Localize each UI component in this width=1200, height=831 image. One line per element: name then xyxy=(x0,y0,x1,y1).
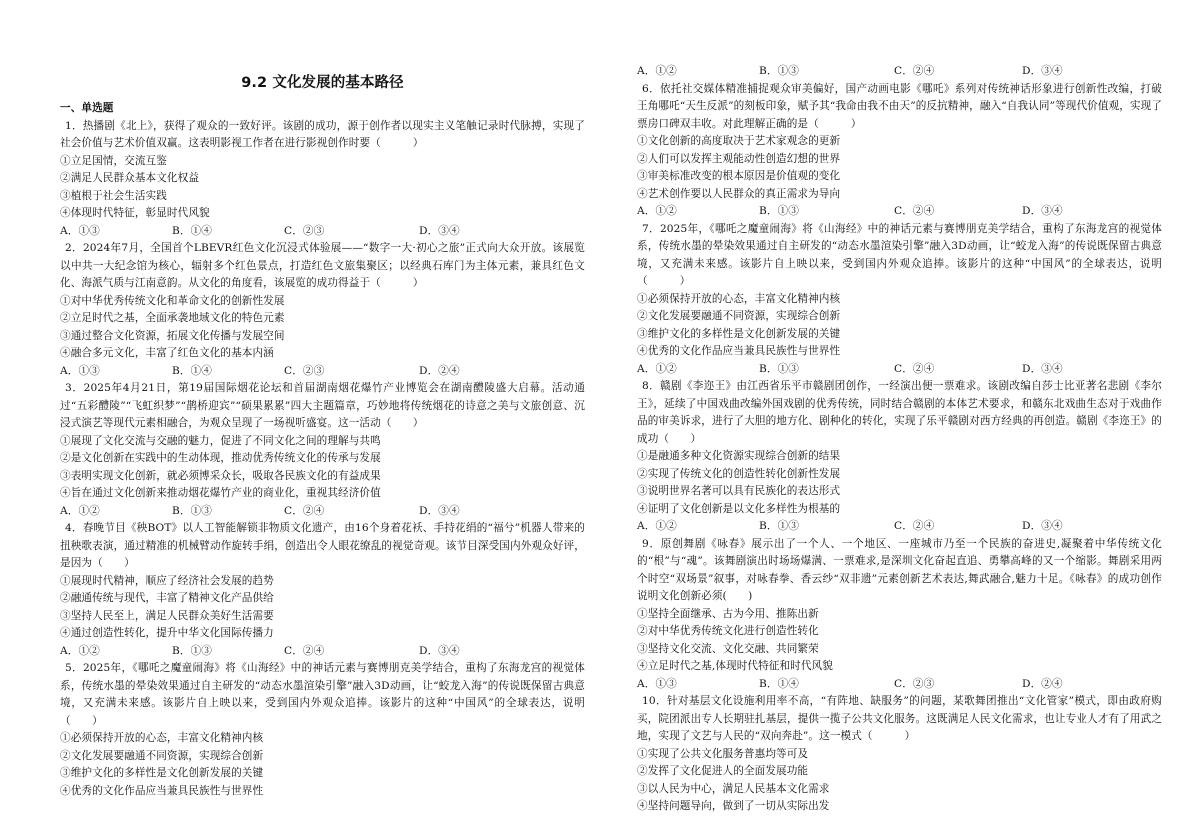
answer-choice[interactable]: A．①② xyxy=(637,520,677,532)
question-stem: 10．针对基层文化设施利用率不高，“有阵地、缺服务”的问题，某歌舞团推出“文化管家”模式，即由政府购买，院团派出专人长期驻扎基层，提供一揽子公共文化服务。这既满足人民文化需求，也让专业人才有了用武之地，实现了文艺与人民的“双向奔赴”。这一模式（ ） xyxy=(637,695,1162,742)
answer-choice[interactable]: D．③④ xyxy=(419,504,460,517)
answer-choice[interactable]: A．①② xyxy=(637,362,677,375)
answer-choices xyxy=(60,363,585,381)
answer-choice[interactable]: B．①③ xyxy=(759,205,799,217)
left-questions xyxy=(60,118,585,801)
statement-option: ④优秀的文化作品应当兼具民族性与世界性 xyxy=(60,784,264,797)
statement-option: ①必须保持开放的心态，丰富文化精神内核 xyxy=(60,732,264,744)
question-stem: 3．2025年4月21日，第19届国际烟花论坛和首届湖南烟花爆竹产业博览会在湖南醴陵盛大启幕。活动通过“五彩醴陵”“飞虹织梦”“鹊桥迎宾”“硕果累累”四大主题篇章，巧妙地将传统烟花的诗意之美与文旅创意、沉浸式演艺等现代元素相融合，为观众呈现了一场视听盛宴。这一活动（ ） xyxy=(60,382,585,429)
answer-choices xyxy=(60,503,585,521)
question-stem: 6．依托社交媒体精准捕捉观众审美偏好，国产动画电影《哪吒》系列对传统神话形象进行创新性改编，打破王角哪吒“天生反派”的刻板印象，赋予其“我命由我不由天”的反抗精神，融入“自我认同”等现代价值观，实现了票房口碑双丰收。对此理解正确的是（ ） xyxy=(637,82,1163,130)
answer-choice[interactable]: C．②④ xyxy=(894,362,935,375)
statement-option: ③审美标准改变的根本原因是价值观的变化 xyxy=(637,170,841,182)
question-stem: 1．热播剧《北上》，获得了观众的一致好评。该剧的成功，源于创作者以现实主义笔触记录时代脉搏，实现了社会价值与艺术价值双赢。这表明影视工作者在进行影视创作时要（ ） xyxy=(60,119,585,149)
answer-choice[interactable]: A．①③ xyxy=(637,677,677,690)
statement-option: ①是融通多种文化资源实现综合创新的结果 xyxy=(637,450,841,462)
question xyxy=(60,660,585,800)
statement-option: ②满足人民群众基本文化权益 xyxy=(60,172,200,184)
answer-choice[interactable]: D．③④ xyxy=(1022,205,1063,217)
answer-choices xyxy=(637,518,1162,536)
statement-option: ④坚持问题导向，做到了一切从实际出发 xyxy=(637,800,830,812)
statement-option: ①实现了公共文化服务普惠均等可及 xyxy=(637,747,809,760)
left-column xyxy=(60,60,585,800)
question xyxy=(637,693,1162,816)
question xyxy=(637,81,1162,221)
answer-choice[interactable]: A．①③ xyxy=(60,224,100,237)
question xyxy=(60,520,585,660)
answer-choice[interactable]: C．②④ xyxy=(284,504,325,517)
answer-choice[interactable]: D．③④ xyxy=(419,644,460,657)
answer-choice[interactable]: C．②③ xyxy=(284,224,325,237)
answer-choice[interactable]: C．②④ xyxy=(284,644,325,657)
statement-option: ③说明世界名著可以具有民族化的表达形式 xyxy=(637,485,841,497)
statement-option: ③以人民为中心，满足人民基本文化需求 xyxy=(637,782,830,795)
answer-choices xyxy=(637,63,1162,81)
statement-option: ②文化发展要融通不同资源，实现综合创新 xyxy=(637,310,841,322)
answer-choice[interactable]: B．①④ xyxy=(172,224,212,237)
answer-choices xyxy=(60,643,585,661)
statement-option: ②发挥了文化促进人的全面发展功能 xyxy=(637,765,809,777)
statement-option: ②立足时代之基，全面承袭地域文化的特色元素 xyxy=(60,312,285,324)
answer-choice[interactable]: C．②④ xyxy=(894,520,935,532)
statement-option: ①对中华优秀传统文化和革命文化的创新性发展 xyxy=(60,294,285,307)
answer-choices xyxy=(60,223,585,241)
statement-option: ③坚持人民至上，满足人民群众美好生活需要 xyxy=(60,609,274,622)
answer-choice[interactable]: A．①② xyxy=(637,65,677,77)
answer-choice[interactable]: A．①② xyxy=(637,205,677,217)
statement-option: ③坚持文化交流、文化交融、共同繁荣 xyxy=(637,642,819,655)
answer-choices xyxy=(637,676,1162,694)
section-heading: 一、单选题 xyxy=(60,102,114,114)
statement-option: ①必须保持开放的心态，丰富文化精神内核 xyxy=(637,292,841,305)
statement-option: ②人们可以发挥主观能动性创造幻想的世界 xyxy=(637,152,841,165)
statement-option: ④旨在通过文化创新来推动烟花爆竹产业的商业化，重视其经济价值 xyxy=(60,487,381,499)
statement-option: ③维护文化的多样性是文化创新发展的关键 xyxy=(60,767,264,779)
answer-choice[interactable]: C．②④ xyxy=(894,205,935,217)
answer-choices xyxy=(637,203,1162,221)
question xyxy=(60,240,585,380)
statement-option: ④优秀的文化作品应当兼具民族性与世界性 xyxy=(637,345,841,357)
statement-option: ④通过创造性转化，提升中华文化国际传播力 xyxy=(60,627,274,639)
answer-choice[interactable]: A．①② xyxy=(60,644,100,657)
statement-option: ④艺术创作要以人民群众的真正需求为导向 xyxy=(637,187,841,200)
answer-choice[interactable]: D．③④ xyxy=(419,224,460,237)
answer-choice[interactable]: D．③④ xyxy=(1022,362,1063,375)
answer-choice[interactable]: A．①② xyxy=(60,504,100,517)
statement-option: ①展现时代精神，顺应了经济社会发展的趋势 xyxy=(60,574,274,587)
answer-choice[interactable]: B．①③ xyxy=(759,362,799,375)
answer-choice[interactable]: B．①③ xyxy=(759,65,799,77)
answer-choice[interactable]: B．①③ xyxy=(172,644,212,657)
answer-choice[interactable]: B．①④ xyxy=(759,677,799,690)
question xyxy=(637,378,1162,536)
answer-choice[interactable]: D．③④ xyxy=(1022,520,1063,532)
question-stem: 5．2025年，《哪吒之魔童闹海》将《山海经》中的神话元素与赛博朋克美学结合，重构了东海龙宫的视觉体系，传统水墨的晕染效果通过自主研发的“动态水墨渲染引擎”融入3D动画，让“蛟龙入海”的传说既保留古典意境，又充满未来感。该影片自上映以来，受到国内外观众追捧。该影片的这种“中国风”的全球表达，说明（ ） xyxy=(60,662,585,727)
answer-choice[interactable]: D．②④ xyxy=(419,364,460,377)
right-column xyxy=(637,63,1162,816)
answer-choice[interactable]: B．①③ xyxy=(172,504,212,517)
statement-option: ②是文化创新在实践中的生动体现，推动优秀传统文化的传承与发展 xyxy=(60,452,381,464)
question-stem: 7．2025年，《哪吒之魔童闹海》将《山海经》中的神话元素与赛博朋克美学结合，重构了东海龙宫的视觉体系，传统水墨的晕染效果通过自主研发的“动态水墨渲染引擎”融入3D动画，让“蛟龙入海”的传说既保留古典意境，又充满未来感。该影片自上映以来，受到国内外观众追捧。该影片的这种“中国风”的全球表达，说明（ ） xyxy=(637,222,1162,287)
answer-choice[interactable]: B．①④ xyxy=(172,364,212,377)
statement-option: ②文化发展要融通不同资源，实现综合创新 xyxy=(60,749,264,762)
question xyxy=(60,118,585,241)
question xyxy=(637,221,1162,379)
question-stem: 2．2024年7月，全国首个LBEVR红色文化沉浸式体验展——“数字一大·初心之旅”正式向大众开放。该展览以中共一大纪念馆为核心，辐射多个红色景点，打造红色文旅集聚区；以经典石库门为主体元素，兼具红色文化、海派气质与江南意韵。从文化的角度看，该展览的成功得益于（ ） xyxy=(60,242,585,289)
statement-option: ④融合多元文化，丰富了红色文化的基本内涵 xyxy=(60,347,274,359)
page-title: 9.2 文化发展的基本路径 xyxy=(241,75,404,91)
right-questions xyxy=(637,63,1162,816)
statement-option: ②对中华优秀传统文化进行创造性转化 xyxy=(637,625,819,637)
answer-choice[interactable]: A．①③ xyxy=(60,364,100,377)
statement-option: ③维护文化的多样性是文化创新发展的关键 xyxy=(637,327,841,340)
question xyxy=(637,536,1162,694)
statement-option: ①文化创新的高度取决于艺术家观念的更新 xyxy=(637,135,841,147)
statement-option: ①坚持全面继承、古为今用、推陈出新 xyxy=(637,607,819,620)
statement-option: ③植根于社会生活实践 xyxy=(60,189,167,202)
answer-choices xyxy=(637,361,1162,379)
statement-option: ②融通传统与现代，丰富了精神文化产品供给 xyxy=(60,592,274,604)
question-stem: 4．春晚节目《秧BOT》以人工智能解锁非物质文化遗产，由16个身着花袄、手持花绢的“福兮”机器人带来的扭秧歌表演，通过精准的机械臂动作旋转手绢，创造出令人眼花缭乱的视觉奇观。该节目深受国内外观众好评，是因为（ ） xyxy=(60,522,585,569)
answer-choice[interactable]: C．②③ xyxy=(894,677,935,690)
question-stem: 8．赣剧《李迩王》由江西省乐平市赣剧团创作，一经演出便一票难求。该剧改编自莎士比亚著名悲剧《李尔王》，延续了中国戏曲改编外国戏剧的优秀传统，同时结合赣剧的本体艺术要求，和赣东北戏曲生态对于戏曲作品的审美诉求，进行了大胆的地方化、剧种化的转化，实现了乐平赣剧对西方经典的再创造。赣剧《李迩王》的成功（ ） xyxy=(637,380,1162,445)
statement-option: ③通过整合文化资源，拓展文化传播与发展空间 xyxy=(60,329,285,342)
statement-option: ②实现了传统文化的创造性转化创新性发展 xyxy=(637,467,841,480)
question-stem: 9．原创舞剧《咏春》展示出了一个人、一个地区、一座城市乃至一个民族的奋进史,凝聚着中华传统文化的“根”与“魂”。该舞剧演出时场场爆满、一票难求,是深圳文化奋起直追、勇攀高峰的又一个缩影。舞剧采用两个时空“双场景”叙事，对咏春拳、香云纱“双非遗”元素创新艺术表达,舞武融合,魅力十足。《咏春》的成功创作说明文化创新必须( ) xyxy=(637,537,1162,602)
statement-option: ④立足时代之基,体现时代特征和时代风貌 xyxy=(637,660,833,672)
answer-choice[interactable]: D．③④ xyxy=(1022,65,1063,77)
question xyxy=(60,380,585,520)
statement-option: ①立足国情，交流互鉴 xyxy=(60,154,167,167)
statement-option: ①展现了文化交流与交融的魅力，促进了不同文化之间的理解与共鸣 xyxy=(60,434,381,447)
statement-option: ④证明了文化创新是以文化多样性为根基的 xyxy=(637,502,841,515)
answer-choice[interactable]: C．②③ xyxy=(284,364,325,377)
question xyxy=(637,63,1162,81)
answer-choice[interactable]: C．②④ xyxy=(894,65,935,77)
statement-option: ④体现时代特征，彰显时代风貌 xyxy=(60,207,210,219)
answer-choice[interactable]: B．①③ xyxy=(759,520,799,532)
answer-choice[interactable]: D．②④ xyxy=(1022,677,1063,690)
statement-option: ③表明实现文化创新，就必须博采众长，吸取各民族文化的有益成果 xyxy=(60,469,381,482)
